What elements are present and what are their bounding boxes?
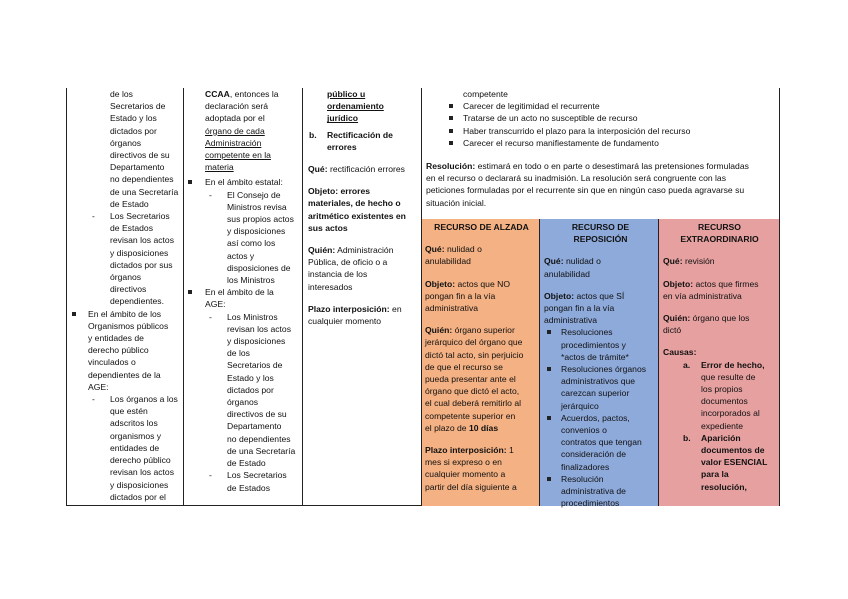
rectificacion-item [308, 129, 420, 153]
text-line: que resulte de [701, 371, 756, 382]
text-line: derecho público [110, 455, 171, 466]
alzada-objeto-label: Objeto: [425, 278, 456, 289]
text-line: anulabilidad [544, 268, 590, 279]
list-item [446, 112, 776, 124]
text-line: para la [701, 469, 729, 480]
text-line: interesados [308, 281, 353, 292]
causa-a-label: a. [683, 359, 691, 370]
alzada-quien-label: Quién: [425, 325, 453, 336]
causa-a [663, 359, 776, 432]
text-line: Departamento [227, 421, 282, 432]
column-1 [70, 88, 182, 503]
plazo-block [308, 303, 420, 327]
text-line: dictados por [227, 384, 274, 395]
list-item [544, 326, 657, 363]
col2-bullet-d-text [205, 286, 301, 310]
col1-text-a [70, 88, 182, 210]
text-line: Ministros revisa [227, 201, 287, 212]
column-2 [205, 88, 301, 494]
causa-b-bold [701, 432, 776, 493]
extra-que-text: revisión [682, 256, 715, 267]
text-line: jerárquico del órgano que [425, 337, 523, 348]
text-line: El Consejo de [227, 189, 281, 200]
list-item-text: Resoluciones [561, 327, 613, 338]
text-line: actos y [227, 250, 255, 261]
text-line: nulidad o [446, 244, 482, 255]
list-item-text: Haber transcurrido el plazo para la interposición del recurso [463, 125, 691, 136]
list-item-text: *actos de trámite* [561, 351, 629, 362]
text-line: documentos de [701, 445, 765, 456]
que-label: Qué: [308, 164, 328, 175]
text-line: dependientes de la [88, 369, 161, 380]
inadmision-list [426, 100, 776, 149]
text-line: de una Secretaría [227, 445, 296, 456]
text-line: materia [205, 162, 234, 173]
text-line: anulabilidad [425, 256, 471, 267]
text-line: órganos [110, 137, 142, 148]
list-item [544, 363, 657, 412]
text-line: revisan los actos [227, 323, 292, 334]
quien-label: Quién: [308, 245, 336, 256]
list-item-text: Acuerdos, pactos, [561, 412, 630, 423]
top-right-block [426, 88, 776, 209]
text-line: aritmético existentes en [308, 210, 406, 221]
text-line: EXTRAORDINARIO [680, 234, 759, 245]
plazo-label: Plazo interposición: [308, 303, 390, 314]
text-line: órganos [227, 397, 259, 408]
text-line: y disposiciones [227, 336, 286, 347]
text-line: dictados por sus [110, 259, 173, 270]
col1-dash-d: - Los órganos a los que estén adscritos los organismos y entidades de derecho público revisan los actos y disposiciones dictados por el [70, 393, 182, 503]
list-item-text: Carecer el recurso manifiestamente de fundamento [463, 137, 659, 148]
extra-causas-label: Causas: [663, 347, 697, 358]
text-line: pongan fin a la vía [544, 303, 615, 314]
alzada-10-dias: 10 días [468, 422, 499, 433]
text-line: órgano superior [454, 325, 515, 336]
extra-objeto-label: Objeto: [663, 278, 694, 289]
b-label: b. [309, 129, 317, 140]
que-text: rectificación errores [327, 164, 405, 175]
text-line: en vía administrativa [663, 290, 742, 301]
bullet-icon [547, 330, 551, 334]
bullet-icon [547, 416, 551, 420]
text-line: órgano de cada [205, 125, 265, 136]
col2-dash-e-text [227, 311, 301, 470]
col3-underlined [308, 88, 420, 125]
text-line: Estado y los [227, 372, 274, 383]
text-line: partir del día siguiente a [425, 481, 517, 492]
text-line: nulidad o [565, 256, 601, 267]
text-line: en [389, 303, 402, 314]
text-line: estimará en todo o en parte o desestimará las pretensiones formuladas [475, 161, 749, 172]
text-line: competente en la [205, 150, 271, 161]
col2-dash-c: - El Consejo de Ministros revisa sus propios actos y disposiciones así como los actos y disposiciones de los Ministros [205, 189, 301, 287]
list-item-text: administrativa de [561, 486, 626, 497]
list-item-text: Carecer de legitimidad el recurrente [463, 101, 600, 112]
alzada-quien-text [425, 325, 523, 433]
causa-a-bold: Error de hecho, [701, 359, 765, 370]
bullet-icon [449, 129, 453, 133]
text-line: dictados por el [110, 491, 166, 502]
text-line: y entidades de [88, 333, 144, 344]
text-line: vinculados o [88, 357, 136, 368]
list-item-text: procedimientos y [561, 339, 626, 350]
text-line: AGE: [88, 381, 109, 392]
text-line: Estado y los [110, 113, 157, 124]
col1-dash-d-text [110, 393, 182, 503]
list-item-text: consideración de [561, 449, 626, 460]
objeto-text [308, 185, 420, 234]
text-line: de Estado [227, 458, 266, 469]
text-line: no dependientes [227, 433, 291, 444]
text-line: de que el recurso se [425, 361, 503, 372]
reposicion-objeto-label: Objeto: [544, 290, 575, 301]
alzada-plazo-label: Plazo interposición: [425, 445, 507, 456]
text-line: organismos y [110, 430, 162, 441]
text-line: revisan los actos [110, 235, 175, 246]
column-3 [308, 88, 420, 327]
list-item-text: convenios o [561, 425, 607, 436]
alzada-title: RECURSO DE ALZADA [434, 222, 529, 232]
text-line: mes si expreso o en [425, 457, 502, 468]
text-line: peticiones formuladas por el recurrente sin que en ningún caso pueda agravarse su [426, 185, 745, 196]
quien-block [308, 244, 420, 293]
resolucion-label: Resolución: [426, 161, 476, 172]
list-item [446, 125, 776, 137]
col2-underlined [205, 125, 301, 174]
text-line: Objeto: errores [308, 186, 371, 197]
list-item-text: contratos que tengan [561, 437, 642, 448]
column-divider [302, 88, 303, 506]
text-line: expediente [701, 420, 744, 431]
text-line: Administración [335, 245, 394, 256]
list-item-text: Resoluciones órganos [561, 364, 647, 375]
text-line: de Estado [110, 198, 149, 209]
text-line: En el ámbito de los [88, 308, 162, 319]
col2-dash-f-text [227, 469, 301, 493]
text-line: Administración [205, 137, 262, 148]
col2-bullet-b-text: En el ámbito estatal: [205, 177, 283, 188]
col1-dash-b: - Los Secretarios de Estados revisan los actos y disposiciones dictados por sus órganos directivos dependientes. [70, 210, 182, 308]
text-line: no dependientes [110, 174, 174, 185]
text-line: directivos [110, 284, 147, 295]
text-line: dependientes. [110, 296, 164, 307]
text-line: Departamento [110, 162, 165, 173]
bullet-icon [449, 104, 453, 108]
text-line: y disposiciones [110, 479, 169, 490]
competente-text: competente [463, 89, 508, 99]
text-line: pueda presentar ante el [425, 374, 516, 385]
text-line: RECURSO [698, 222, 741, 232]
text-line: Organismos públicos [88, 320, 169, 331]
bullet-icon [547, 477, 551, 481]
text-line: pongan fin a la vía [425, 290, 496, 301]
col2-dash-f: - Los Secretarios de Estados [205, 469, 301, 493]
col1-bullet-c-text [88, 308, 182, 393]
text-line: Rectificación de [327, 129, 393, 140]
alzada-que-label: Qué: [425, 244, 445, 255]
bullet-icon [547, 367, 551, 371]
text-line: cualquier momento [308, 316, 382, 327]
text-line: administrativa [425, 303, 479, 314]
text-line: instancia de los [308, 269, 368, 280]
extraordinario-content [663, 221, 776, 493]
text-line: de los [227, 348, 250, 359]
causa-b [663, 432, 776, 493]
text-line: actos que NO [457, 278, 511, 289]
text-line: administrativa [544, 315, 598, 326]
text-line: documentos [701, 396, 748, 407]
text-line: dictados por [110, 125, 157, 136]
text-line: actos que SÍ [576, 290, 625, 301]
list-item-text: Resolución [561, 473, 604, 484]
col2-bullet-d [188, 286, 301, 310]
text-line: AGE: [205, 299, 226, 310]
extraordinario-title [663, 221, 776, 245]
text-line: Pública, de oficio o a [308, 257, 388, 268]
reposicion-list [544, 326, 657, 509]
bullet-icon [449, 116, 453, 120]
col2-bullet-b [188, 176, 301, 188]
alzada-content [425, 221, 538, 493]
text-line: Los Secretarios [227, 470, 287, 481]
text-line: materiales, de hecho o [308, 198, 401, 209]
col2-dash-c-text [227, 189, 301, 287]
text-line: de Estados [110, 223, 153, 234]
col2-line: declaración será [205, 101, 269, 112]
reposicion-que-label: Qué: [544, 256, 564, 267]
text-line: así como los [227, 238, 276, 249]
text-line: Secretarios de [227, 360, 283, 371]
text-line: adscritos los [110, 418, 158, 429]
text-line: resolución, [701, 481, 747, 492]
text-line: y disposiciones [110, 247, 169, 258]
col2-line: adoptada por el [205, 113, 265, 124]
list-item-text: carezcan superior [561, 388, 630, 399]
list-item [446, 137, 776, 149]
list-item-text: Tratarse de un acto no susceptible de recurso [463, 113, 638, 124]
text-line: el cual deberá remitirlo al [425, 398, 522, 409]
extra-que-label: Qué: [663, 256, 683, 267]
list-item-text: procedimientos [561, 498, 620, 509]
text-line: en el recurso o declarará su inadmisión. La resolución será congruente con las [426, 173, 726, 184]
text-line: dictó [663, 325, 682, 336]
text-line: actos que firmes [695, 278, 759, 289]
text-line: entidades de [110, 442, 160, 453]
resolucion-text [426, 161, 749, 208]
text-line: 1 [506, 445, 514, 456]
text-line: directivos de su [227, 409, 287, 420]
text-line: Los Secretarios [110, 211, 170, 222]
text-line: competente superior en [425, 410, 516, 421]
text-line: ordenamiento [327, 101, 384, 112]
text-line: de Estados [227, 482, 270, 493]
text-line: revisan los actos [110, 467, 175, 478]
text-line: Los órganos a los [110, 394, 178, 405]
text-line: los Ministros [227, 275, 275, 286]
text-line: órgano que dictó el acto, [425, 386, 520, 397]
rectificacion-title [327, 129, 420, 153]
bullet-icon [449, 141, 453, 145]
reposicion-content [544, 221, 657, 509]
text-line: errores [327, 141, 357, 152]
text-line: de los [110, 89, 133, 99]
causa-a-text [701, 371, 776, 432]
list-item-text: finalizadores [561, 461, 610, 472]
text-line: sus propios actos [227, 214, 294, 225]
text-line: órgano que los [692, 313, 750, 324]
text-line: sus actos [308, 222, 348, 233]
text-line: de una Secretaría [110, 186, 179, 197]
list-item-text: administrativos que [561, 376, 636, 387]
list-item [544, 473, 657, 510]
ccaa-rest: , entonces la [229, 89, 279, 99]
column-divider [183, 88, 184, 506]
text-line: el plazo de [425, 422, 469, 433]
text-line: los propios [701, 384, 743, 395]
ccaa-label: CCAA [205, 89, 230, 99]
text-line: situación inicial. [426, 197, 487, 208]
text-line: órganos [110, 272, 142, 283]
text-line: valor ESENCIAL [701, 457, 768, 468]
text-line: derecho público [88, 345, 149, 356]
list-item [446, 100, 776, 112]
text-line: público u [327, 89, 366, 99]
text-line: incorporados al [701, 408, 760, 419]
text-line: disposiciones de [227, 262, 291, 273]
col1-bullet-c [70, 308, 182, 393]
list-item-text: jerárquico [561, 400, 599, 411]
text-line: que estén [110, 406, 148, 417]
col2-dash-e: - Los Ministros revisan los actos y disposiciones de los Secretarios de Estado y los dictados por órganos directivos de su Departamento no dependientes de una Secretaría de Estado [205, 311, 301, 470]
text-line: jurídico [327, 113, 359, 124]
text-line: y disposiciones [227, 226, 286, 237]
list-item [544, 412, 657, 473]
col1-dash-b-text [110, 210, 182, 308]
text-line: Secretarios de [110, 101, 166, 112]
text-line: directivos de su [110, 150, 170, 161]
reposicion-title: RECURSO DE REPOSICIÓN [571, 222, 630, 245]
text-line: Los Ministros [227, 311, 278, 322]
extra-quien-label: Quién: [663, 313, 691, 324]
resolucion-block [426, 160, 776, 209]
text-line: Aparición [701, 432, 741, 443]
text-line: dictó tal acto, sin perjuicio [425, 349, 524, 360]
text-line: En el ámbito de la [205, 287, 274, 298]
causa-b-label: b. [683, 432, 691, 443]
text-line: cualquier momento a [425, 469, 506, 480]
